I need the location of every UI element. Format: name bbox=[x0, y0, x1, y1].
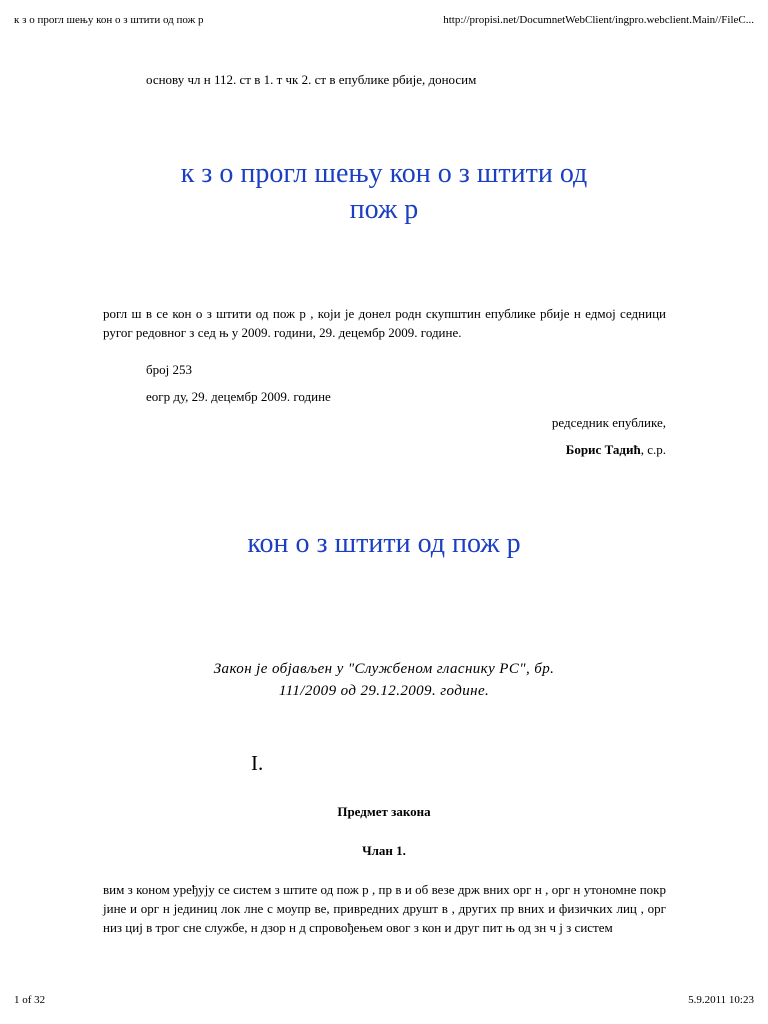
intro-text: основу чл н 112. ст в 1. т чк 2. ст в епублике рбије, доносим bbox=[146, 72, 477, 87]
president-name: Борис Тадић bbox=[565, 442, 641, 457]
promulgation-paragraph: рогл ш в се кон о з штити од пож р , који је донел родн скупштин епублике рбије н едмој седници ругог редовног з сед њ у 2009. години, 29. децембр 2009. године. bbox=[103, 306, 666, 340]
decree-title bbox=[0, 156, 768, 228]
decree-title-line1: к з о прогл шењу кон о з штити од bbox=[180, 158, 588, 189]
place-and-date: еогр ду, 29. децембр 2009. године bbox=[146, 389, 331, 404]
article-heading: Члан 1. bbox=[362, 843, 406, 858]
header-url: http://propisi.net/DocumnetWebClient/ingpro.webclient.Main//FileC... bbox=[443, 14, 754, 26]
publication-note bbox=[0, 658, 768, 702]
section-title: Предмет закона bbox=[337, 804, 431, 819]
law-title: кон о з штити од пож р bbox=[247, 528, 521, 559]
president-title: редседник епублике, bbox=[551, 415, 666, 430]
decree-number: број 253 bbox=[146, 362, 192, 377]
president-suffix: , с.р. bbox=[640, 442, 666, 457]
footer-page-number: 1 of 32 bbox=[14, 994, 46, 1006]
president-signature bbox=[566, 442, 666, 458]
header-page-title: к з о прогл шењу кон о з штити од пож р bbox=[14, 14, 204, 26]
article-text: вим з коном уређују се систем з штите од пож р , пр в и об везе држ вних орг н , орг н утономне покр јине и орг н јединиц лок лне с моупр ве, привредних друшт в , других пр вних и физичких лиц , орг низ циј в трог сне службе, н дзор н д спровођењем овог з кон и друг пит њ од зн ч ј з систем bbox=[103, 882, 666, 935]
publication-line2: 111/2009 од 29.12.2009. године. bbox=[278, 683, 490, 699]
publication-line1: Закон је објављен у "Службеном гласнику РС", бр. bbox=[213, 661, 555, 677]
chapter-number: I. bbox=[251, 751, 264, 775]
decree-title-line2: пож р bbox=[349, 194, 419, 225]
footer-datetime: 5.9.2011 10:23 bbox=[688, 994, 754, 1006]
